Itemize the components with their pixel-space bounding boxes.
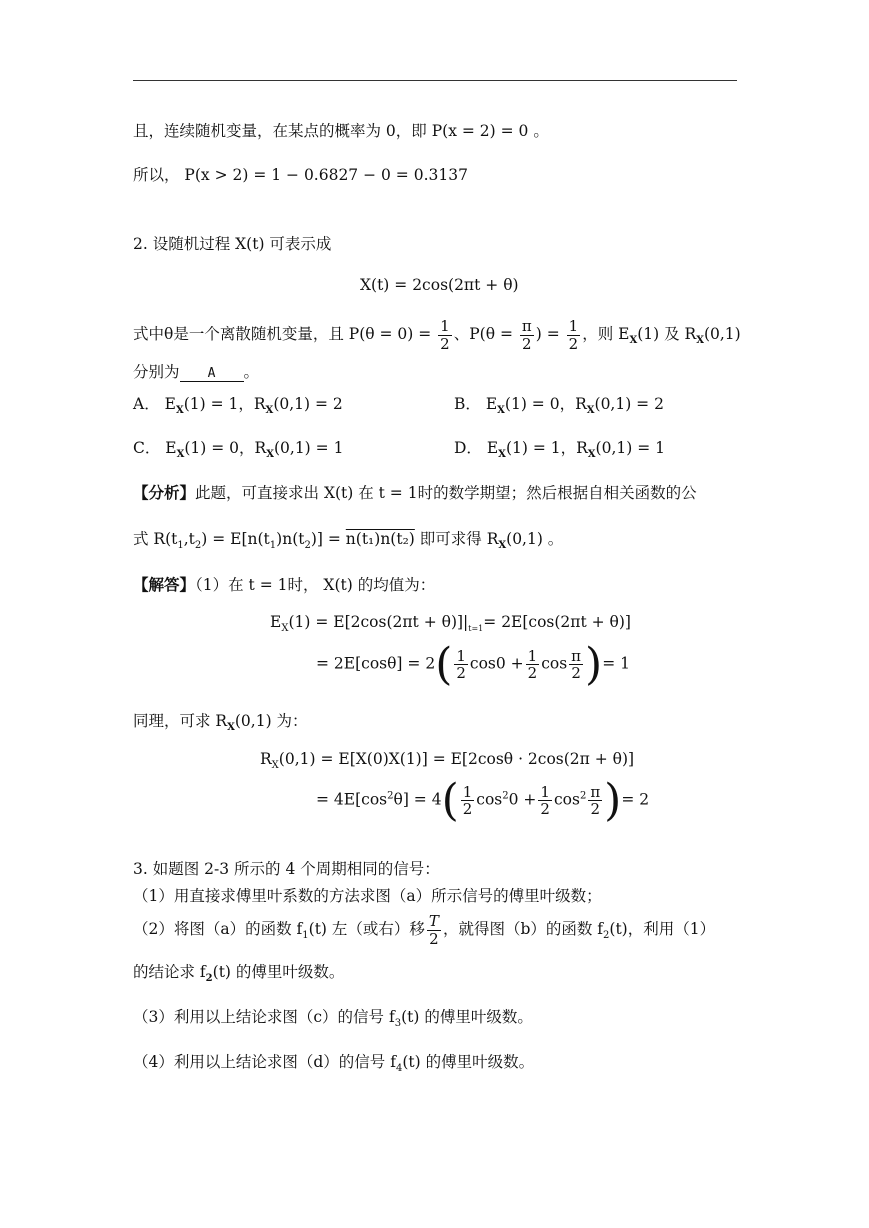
question-3-part-2: （2）将图（a）的函数 $f_1(t)$ 左（或右）移 $\frac{T}{2}$ ，就得图（b）的函数 $f_2(t)$，利用（1）	[133, 912, 716, 948]
equation-corr-2: = $4E[\cos^2\theta] = 4$( $\frac{1}{2}$ $\cos^20$ + $\frac{1}{2}$ $\cos^2$ $\frac{\pi}{2}$ )= 2	[316, 775, 650, 826]
same-line: 同理，可求 $R_X(0,1)$ 为：	[133, 712, 308, 734]
question-2-formula: X(t) = 2cos(2πt + θ)	[360, 276, 519, 294]
question-3-title: 3. 如题图 2-3 所示的 4 个周期相同的信号：	[133, 860, 440, 878]
question-2-condition: 式中θ是一个离散随机变量，且 P(θ = 0) = $\frac{1}{2}$ 、P(θ = $\frac{\pi}{2}$ ) = $\frac{1}{2}$ ，则 $E_X(1)$ 及 $R_X(0,1)$	[133, 317, 741, 353]
option-d: D． $E_X(1) = 1$，$R_X(0,1) = 1$	[454, 439, 665, 461]
analysis-line-1: 【分析】此题，可直接求出 X(t) 在 t = 1时的数学期望；然后根据自相关函数的公	[133, 483, 697, 502]
option-b: B． $E_X(1) = 0$，$R_X(0,1) = 2$	[454, 395, 664, 417]
equation-mean-1: $E_X(1) = E[2\cos(2\pi t + \theta)]|_{t=1}= 2E[\cos(2\pi t + \theta)]$	[270, 613, 631, 635]
equation-mean-2: = 2E[cosθ] = 2( $\frac{1}{2}$ cos0 + $\frac{1}{2}$ cos $\frac{\pi}{2}$ )= 1	[316, 639, 630, 690]
header-rule	[133, 80, 737, 81]
question-2-title: 2. 设随机过程 X(t) 可表示成	[133, 235, 332, 253]
paragraph-prob-zero: 且，连续随机变量，在某点的概率为 0，即 P(x = 2) = 0 。	[133, 122, 549, 140]
question-3-part-1: （1）用直接求傅里叶系数的方法求图（a）所示信号的傅里叶级数；	[133, 887, 602, 905]
equation-corr-1: $R_X(0,1) = E[X(0)X(1)] = E[2\cos\theta \cdot 2\cos(2\pi + \theta)]$	[260, 750, 635, 772]
question-2-blank-line: 分别为 A 。	[133, 363, 260, 381]
analysis-line-2: 式 $R(t_1,t_2) = E[n(t_1)n(t_2)] = n(t_1)n(t_2)$ 即可求得 $R_X(0,1)$ 。	[133, 530, 564, 552]
question-3-part-4: （4）利用以上结论求图（d）的信号 $f_4(t)$ 的傅里叶级数。	[133, 1053, 535, 1075]
question-3-part-3: （3）利用以上结论求图（c）的信号 $f_3(t)$ 的傅里叶级数。	[133, 1008, 533, 1030]
question-3-part-2-cont: 的结论求 $f_2(t)$ 的傅里叶级数。	[133, 963, 345, 985]
option-a: A． $E_X(1) = 1$，$R_X(0,1) = 2$	[133, 395, 343, 417]
answer-line-1: 【解答】（1）在 t = 1时， X(t) 的均值为：	[133, 575, 436, 594]
paragraph-prob-result: 所以， P(x > 2) = 1 − 0.6827 − 0 = 0.3137	[133, 166, 468, 184]
option-c: C． $E_X(1) = 0$，$R_X(0,1) = 1$	[133, 439, 344, 461]
answer-blank: A	[180, 366, 244, 382]
